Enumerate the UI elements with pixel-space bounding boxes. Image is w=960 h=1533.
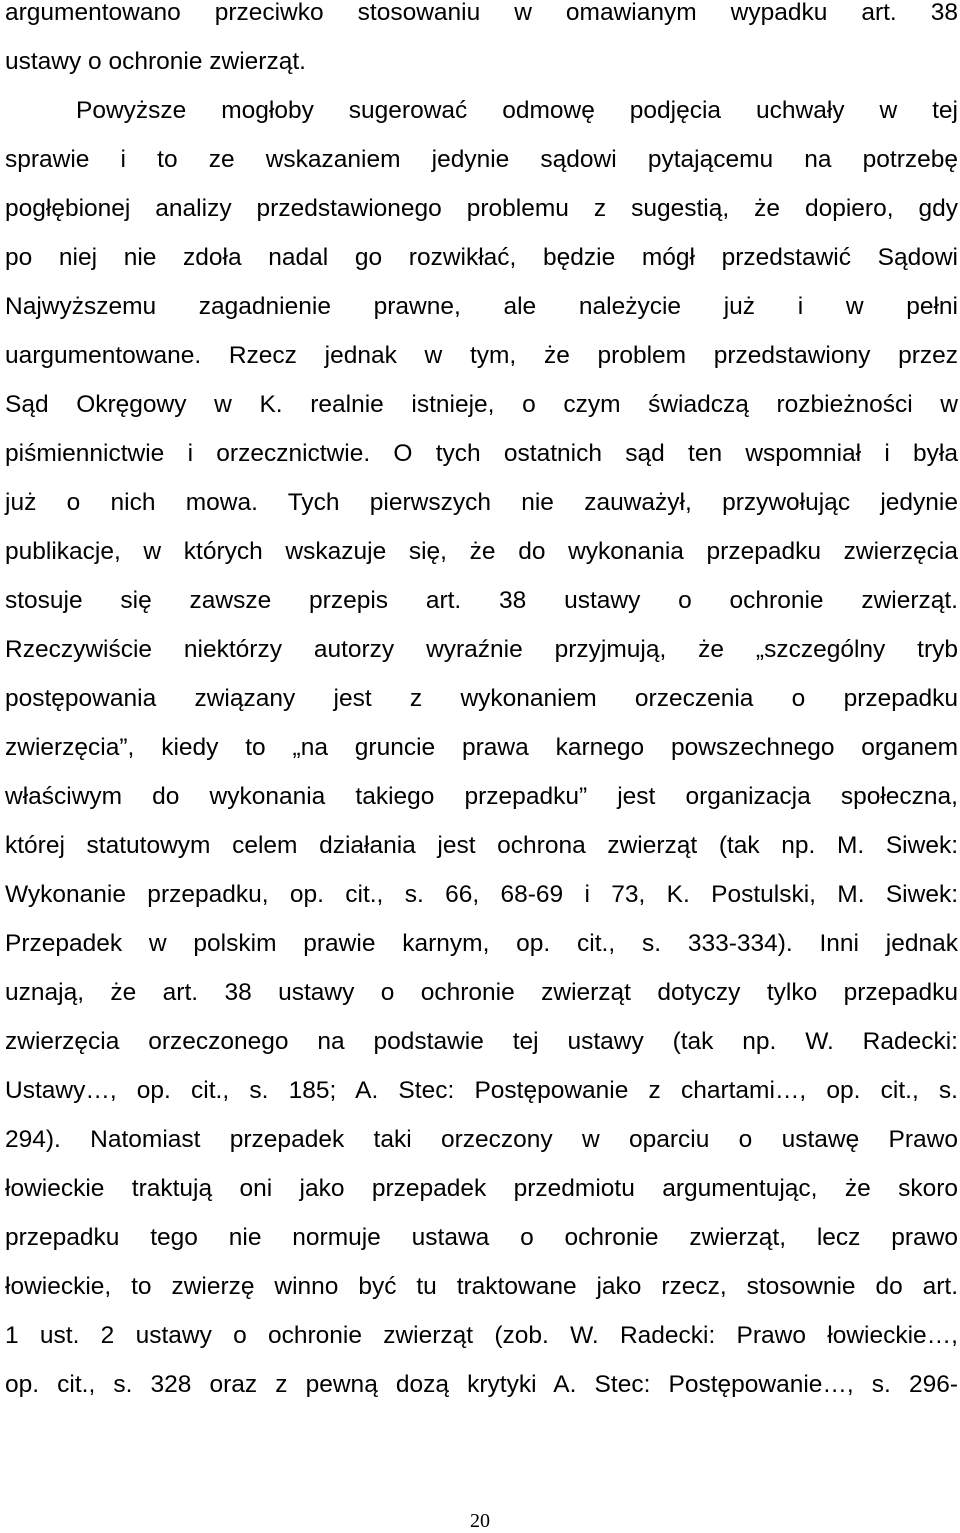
text-line: łowieckie traktują oni jako przepadek przedmiotu argumentując, że skoro [5, 1175, 958, 1202]
text-line: Przepadek w polskim prawie karnym, op. cit., s. 333-334). Inni jednak [5, 930, 958, 957]
text-line: Wykonanie przepadku, op. cit., s. 66, 68-69 i 73, K. Postulski, M. Siwek: [5, 881, 958, 908]
text-line: zwierzęcia”, kiedy to „na gruncie prawa karnego powszechnego organem [5, 734, 958, 761]
text-line: Powyższe mogłoby sugerować odmowę podjęcia uchwały w tej [76, 97, 958, 124]
text-line: zwierzęcia orzeczonego na podstawie tej ustawy (tak np. W. Radecki: [5, 1028, 958, 1055]
text-line: uznają, że art. 38 ustawy o ochronie zwierząt dotyczy tylko przepadku [5, 979, 958, 1006]
text-line: ustawy o ochronie zwierząt. [5, 48, 306, 75]
text-line: przepadku tego nie normuje ustawa o ochronie zwierząt, lecz prawo [5, 1224, 958, 1251]
text-line: 294). Natomiast przepadek taki orzeczony w oparciu o ustawę Prawo [5, 1126, 958, 1153]
text-line: Sąd Okręgowy w K. realnie istnieje, o czym świadczą rozbieżności w [5, 391, 958, 418]
text-line: piśmiennictwie i orzecznictwie. O tych ostatnich sąd ten wspomniał i była [5, 440, 958, 467]
text-line: op. cit., s. 328 oraz z pewną dozą krytyki A. Stec: Postępowanie…, s. 296- [5, 1371, 958, 1398]
text-line: której statutowym celem działania jest ochrona zwierząt (tak np. M. Siwek: [5, 832, 958, 859]
text-line: Najwyższemu zagadnienie prawne, ale należycie już i w pełni [5, 293, 958, 320]
text-line: sprawie i to ze wskazaniem jedynie sądowi pytającemu na potrzebę [5, 146, 958, 173]
text-line: publikacje, w których wskazuje się, że do wykonania przepadku zwierzęcia [5, 538, 958, 565]
text-line: Rzeczywiście niektórzy autorzy wyraźnie przyjmują, że „szczególny tryb [5, 636, 958, 663]
text-line: właściwym do wykonania takiego przepadku” jest organizacja społeczna, [5, 783, 958, 810]
text-line: już o nich mowa. Tych pierwszych nie zauważył, przywołując jedynie [5, 489, 958, 516]
text-line: po niej nie zdoła nadal go rozwikłać, będzie mógł przedstawić Sądowi [5, 244, 958, 271]
page-number: 20 [470, 1510, 490, 1532]
text-line: uargumentowane. Rzecz jednak w tym, że problem przedstawiony przez [5, 342, 958, 369]
text-line: łowieckie, to zwierzę winno być tu traktowane jako rzecz, stosownie do art. [5, 1273, 958, 1300]
text-line: pogłębionej analizy przedstawionego problemu z sugestią, że dopiero, gdy [5, 195, 958, 222]
text-line: postępowania związany jest z wykonaniem orzeczenia o przepadku [5, 685, 958, 712]
body-text [5, 0, 958, 1409]
text-line: stosuje się zawsze przepis art. 38 ustawy o ochronie zwierząt. [5, 587, 958, 614]
text-line: argumentowano przeciwko stosowaniu w omawianym wypadku art. 38 [5, 0, 958, 26]
text-line: 1 ust. 2 ustawy o ochronie zwierząt (zob. W. Radecki: Prawo łowieckie…, [5, 1322, 958, 1349]
text-line: Ustawy…, op. cit., s. 185; A. Stec: Postępowanie z chartami…, op. cit., s. [5, 1077, 958, 1104]
